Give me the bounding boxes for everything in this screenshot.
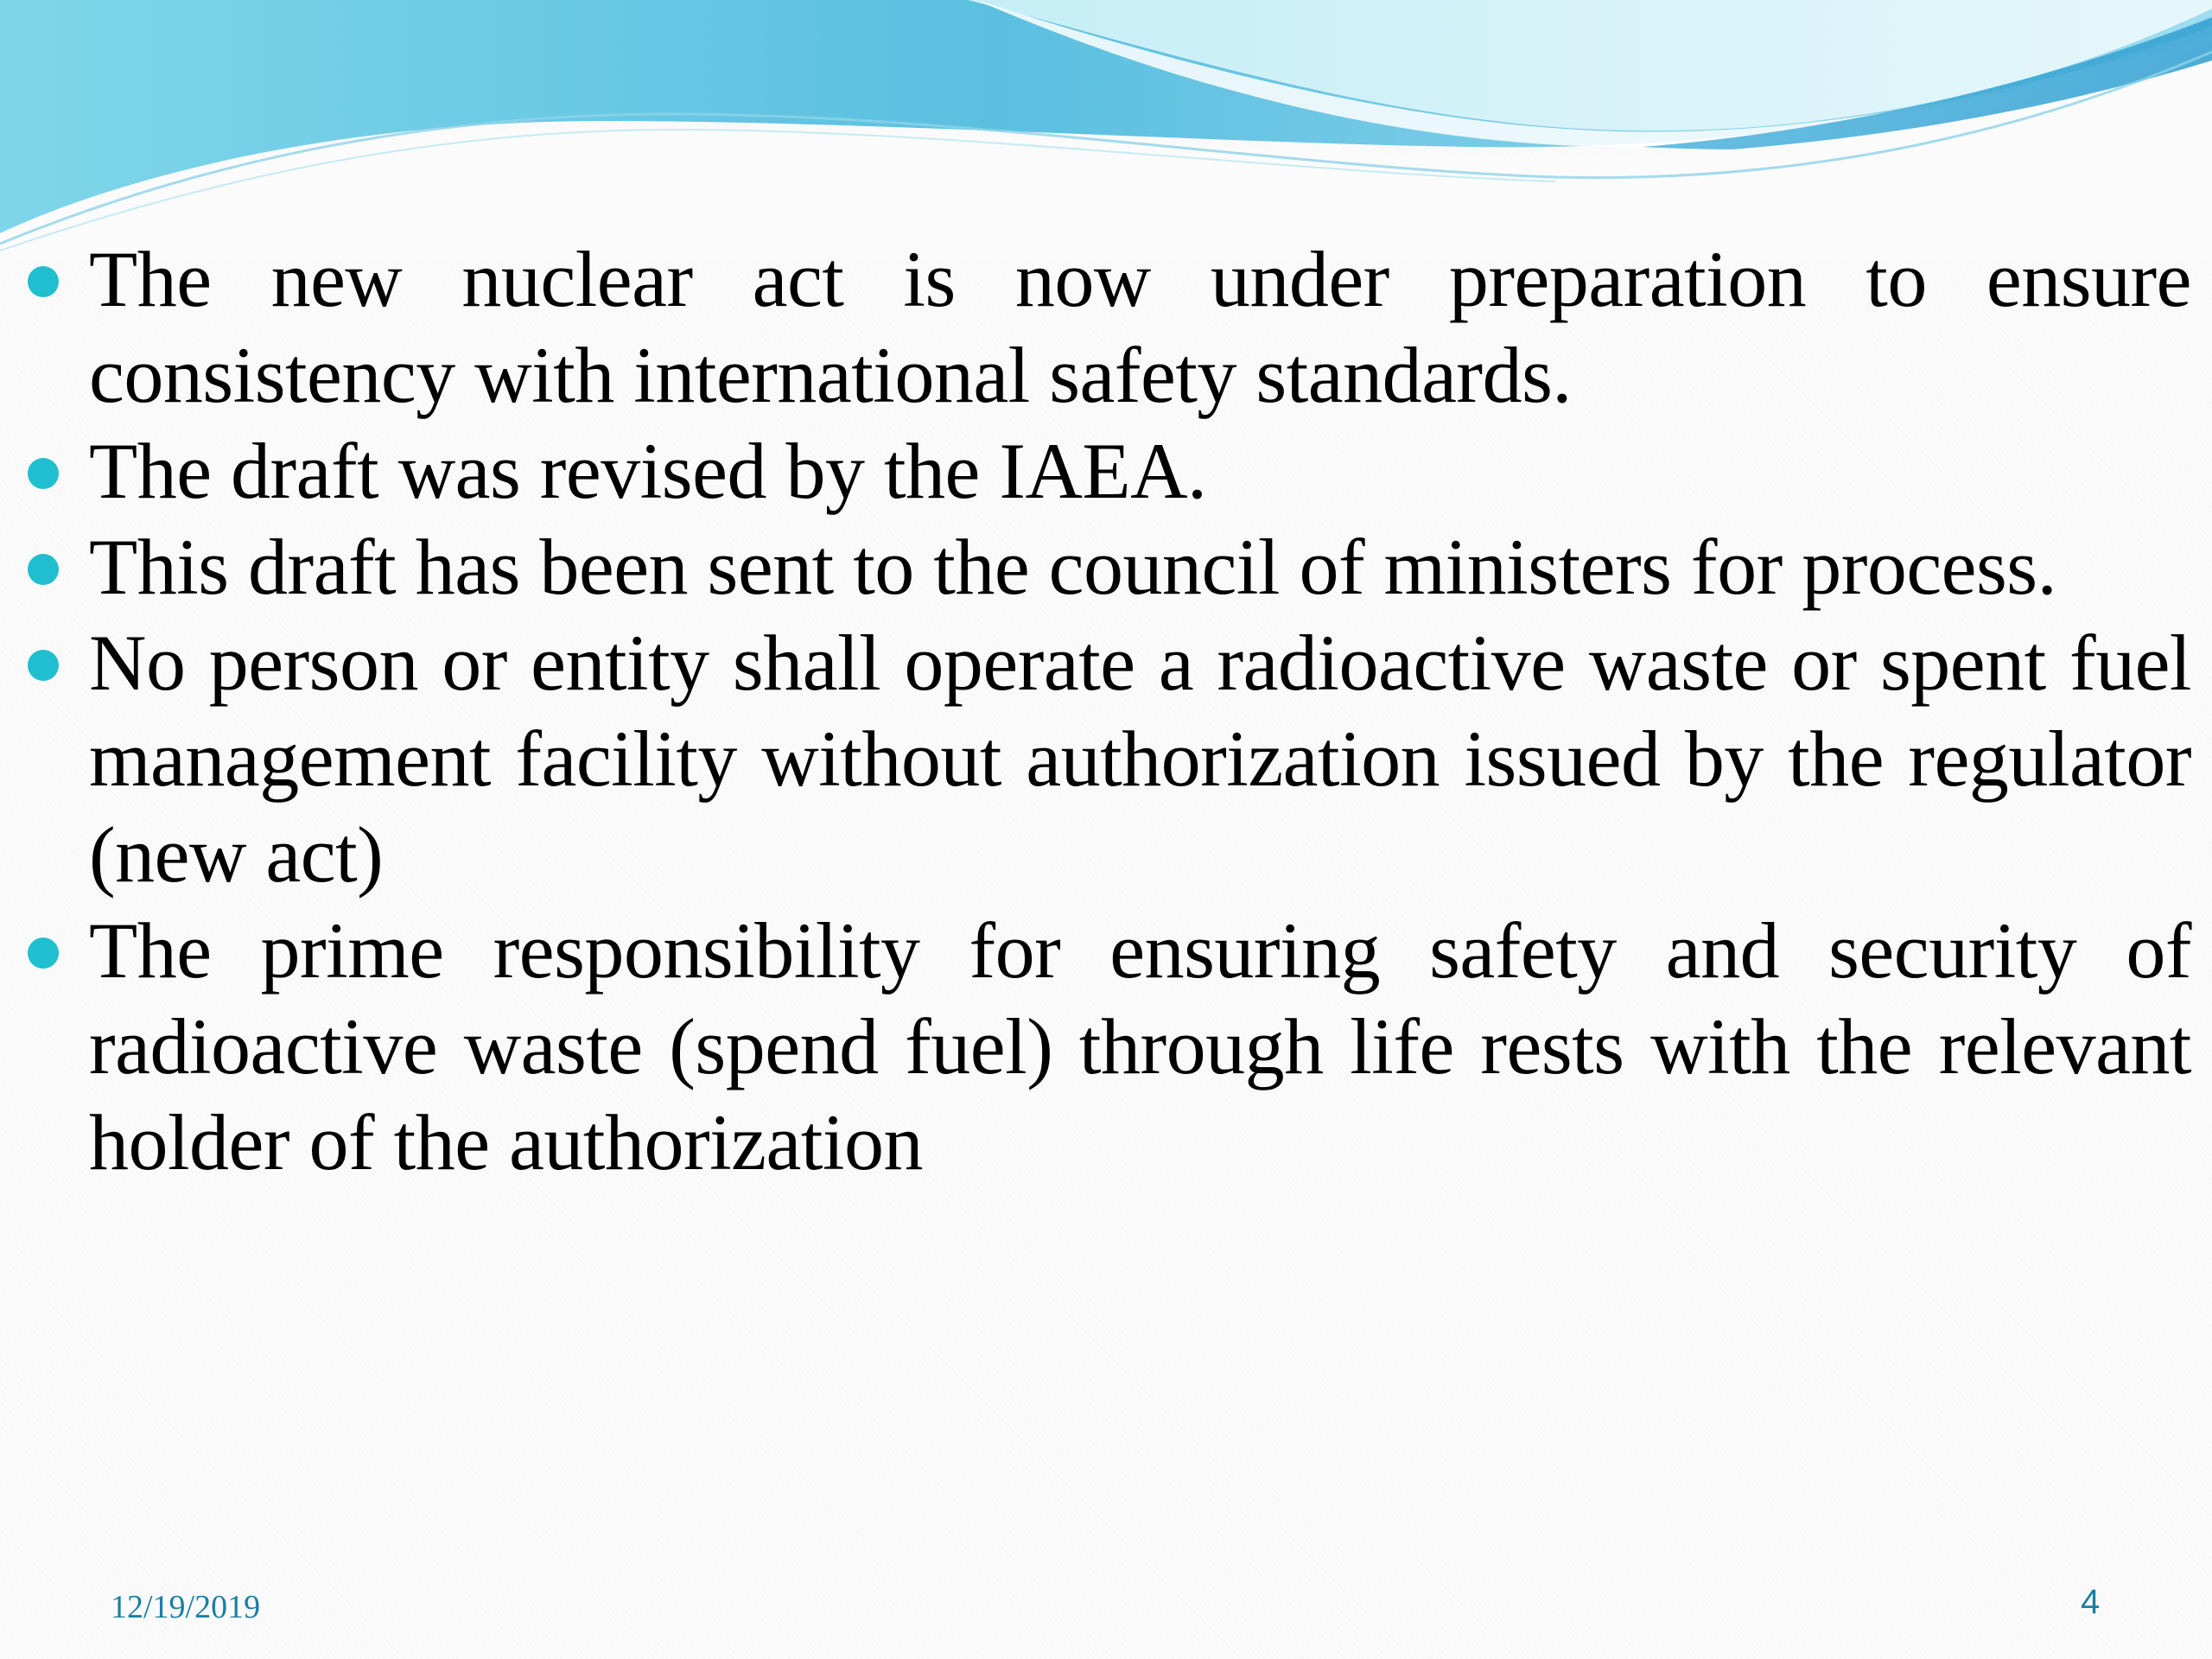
bullet-dot-icon	[28, 554, 59, 585]
bullet-text-1: The new nuclear act is now under preparation to ensure consistency with international safety standards.	[89, 235, 2191, 419]
footer-page-number: 4	[2081, 1583, 2101, 1621]
bullet-text-2: The draft was revised by the IAEA.	[89, 427, 1207, 515]
bullet-text-5: The prime responsibility for ensuring safety and security of radioactive waste (spend fuel) through life rests with the relevant holder of the authorization	[89, 906, 2191, 1186]
bullet-dot-icon	[28, 458, 59, 489]
decorative-wave-header	[0, 0, 2212, 259]
bullet-item-5	[0, 903, 2212, 1191]
bullet-dot-icon	[28, 938, 59, 969]
slide-content	[0, 232, 2212, 1191]
bullet-list	[0, 232, 2212, 1191]
bullet-dot-icon	[28, 266, 59, 297]
footer-date: 12/19/2019	[111, 1589, 261, 1625]
bullet-text-4: No person or entity shall operate a radioactive waste or spent fuel management facility without authorization issued by the regulator (new act)	[89, 619, 2191, 899]
bullet-text-3: This draft has been sent to the council of ministers for process.	[89, 523, 2057, 611]
bullet-item-3	[0, 519, 2212, 615]
bullet-dot-icon	[28, 650, 59, 681]
bullet-item-1	[0, 232, 2212, 423]
bullet-item-4	[0, 615, 2212, 903]
bullet-item-2	[0, 423, 2212, 519]
